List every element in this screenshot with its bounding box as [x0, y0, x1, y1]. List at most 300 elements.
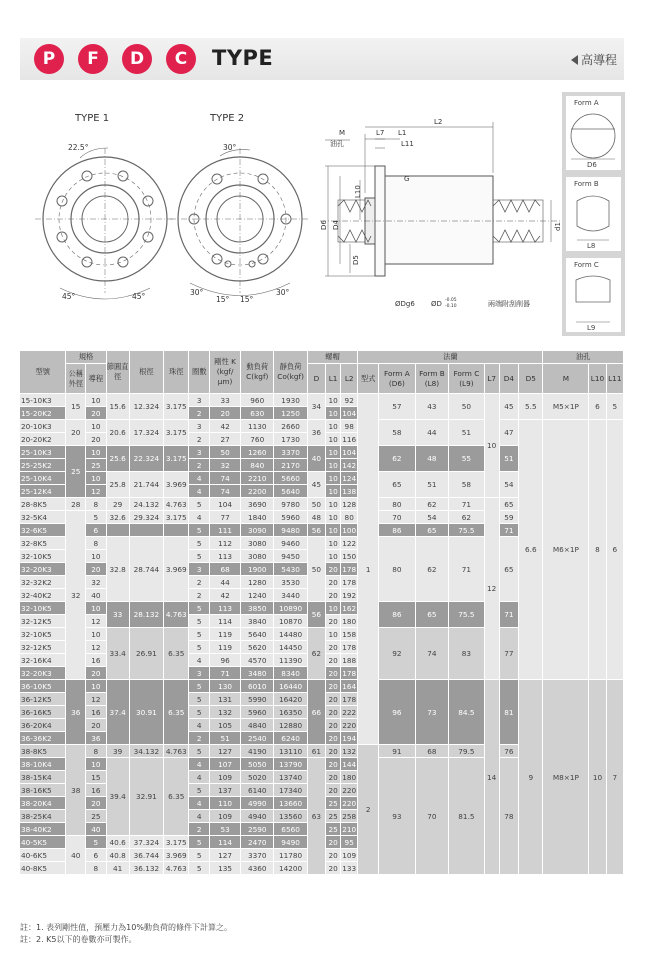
cell-turns: 5 [189, 836, 210, 849]
dim-D-tol-lower: -0.10 [445, 304, 457, 309]
th-root: 根徑 [129, 351, 163, 394]
cell-l1: 10 [326, 459, 341, 472]
cell-c: 4940 [241, 810, 274, 823]
cell-pcd: 33.4 [106, 628, 129, 680]
cell-co: 9490 [274, 836, 307, 849]
th-nut: 螺帽 [307, 351, 358, 364]
cell-k: 104 [210, 498, 241, 511]
cell-k: 119 [210, 641, 241, 654]
letter-badge-p: P [34, 44, 64, 74]
cell-co: 6240 [274, 732, 307, 745]
cell-ball: 4.763 [164, 602, 189, 628]
cell-k: 74 [210, 472, 241, 485]
cell-c: 1900 [241, 563, 274, 576]
cell-turns: 3 [189, 667, 210, 680]
cell-model: 32-6K5 [20, 524, 66, 537]
cell-turns: 5 [189, 641, 210, 654]
cell-k: 32 [210, 459, 241, 472]
cell-turns: 4 [189, 654, 210, 667]
angle-45-label-a: 45° [62, 292, 76, 301]
cell-root: 29.324 [129, 511, 163, 524]
form-b-dim: L8 [587, 242, 596, 250]
cell-ftype: 2 [358, 745, 379, 875]
cell-turns: 5 [189, 680, 210, 693]
th-static: 靜負荷 Co(kgf) [274, 351, 307, 394]
th-model: 型號 [20, 351, 66, 394]
cell-fb: 43 [415, 394, 448, 420]
cell-co: 5660 [274, 472, 307, 485]
cell-lead: 10 [86, 628, 107, 641]
cell-turns: 5 [189, 862, 210, 875]
cell-turns: 4 [189, 771, 210, 784]
cell-model: 36-20K4 [20, 719, 66, 732]
cell-lead: 5 [86, 511, 107, 524]
cell-root: 17.324 [129, 420, 163, 446]
cell-l2: 178 [342, 642, 357, 652]
cell-k: 53 [210, 823, 241, 836]
cell-root: 22.324 [129, 446, 163, 472]
cell-l1: 25 [326, 797, 341, 810]
cell-fa: 58 [379, 420, 416, 446]
cell-k: 105 [210, 719, 241, 732]
cell-model: 40-6K5 [20, 849, 66, 862]
cell-D4: 51 [499, 446, 519, 472]
cell-k: 110 [210, 797, 241, 810]
dim-oil-hole: 油孔 [330, 140, 344, 148]
cell-co: 2170 [274, 459, 307, 472]
cell-k: 137 [210, 784, 241, 797]
cell-c: 4840 [241, 719, 274, 732]
cell-lead: 10 [86, 758, 107, 771]
cell-ball: 4.763 [164, 745, 189, 758]
cell-M: M8×1P [543, 680, 589, 875]
cell-fc: 55 [449, 446, 485, 472]
cell-l2: 194 [342, 733, 357, 743]
cell-turns: 4 [189, 485, 210, 498]
th-M: M [543, 364, 589, 394]
th-flange: 法蘭 [358, 351, 543, 364]
cell-root: 28.132 [129, 602, 163, 628]
cell-l1: 20 [326, 784, 341, 797]
th-oil: 油孔 [543, 351, 624, 364]
cell-k: 112 [210, 537, 241, 550]
cell-co: 3370 [274, 446, 307, 459]
cell-fc: 51 [449, 420, 485, 446]
cell-l2: 138 [342, 486, 357, 496]
cell-D5: 9 [519, 680, 543, 875]
form-a-dim: D6 [587, 161, 597, 169]
cell-root: 26.91 [129, 628, 163, 680]
cell-turns: 5 [189, 537, 210, 550]
cell-ftype: 1 [358, 394, 379, 745]
cell-pcd: 39 [106, 745, 129, 758]
cell-model: 38-15K4 [20, 771, 66, 784]
cell-c: 1260 [241, 446, 274, 459]
cell-fa: 70 [379, 511, 416, 524]
angle-30-label-b: 30° [190, 288, 204, 297]
cell-ball: 6.35 [164, 628, 189, 680]
cell-turns: 5 [189, 693, 210, 706]
cell-l1: 25 [326, 810, 341, 823]
cell-root: 34.132 [129, 745, 163, 758]
cell-model: 38-8K5 [20, 745, 66, 758]
cell-D: 34 [307, 394, 325, 420]
cell-l1: 10 [326, 537, 341, 550]
cell-lead: 25 [86, 459, 107, 472]
cell-model: 32-40K2 [20, 589, 66, 602]
cell-pcd: 32.8 [106, 537, 129, 602]
cell-D: 45 [307, 472, 325, 498]
cell-pcd: 25.8 [106, 472, 129, 498]
cell-model: 38-25K4 [20, 810, 66, 823]
cell-k: 51 [210, 732, 241, 745]
cell-l2: 178 [342, 668, 357, 678]
th-L1: L1 [326, 364, 341, 394]
cell-D4: 54 [499, 472, 519, 498]
cell-D4: 65 [499, 537, 519, 602]
cell-lead: 12 [86, 693, 107, 706]
cell-lead: 12 [86, 485, 107, 498]
cell-fa: 91 [379, 745, 416, 758]
cell-lead: 20 [86, 719, 107, 732]
cell-turns: 4 [189, 719, 210, 732]
cell-co: 3530 [274, 576, 307, 589]
cell-lead: 40 [86, 589, 107, 602]
cell-k: 109 [210, 810, 241, 823]
angle-15-label-b: 15° [240, 295, 254, 304]
cell-model: 38-20K4 [20, 797, 66, 810]
cell-k: 113 [210, 550, 241, 563]
cell-l1: 10 [326, 498, 341, 511]
spec-table [20, 351, 624, 875]
cell-ball: 3.175 [164, 420, 189, 446]
cell-l1: 20 [326, 758, 341, 771]
cell-turns: 3 [189, 563, 210, 576]
cell-c: 2200 [241, 485, 274, 498]
cell-co: 2660 [274, 420, 307, 433]
cell-co: 13660 [274, 797, 307, 810]
cell-model: 32-32K2 [20, 576, 66, 589]
cell-model: 36-10K5 [20, 680, 66, 693]
dim-L2: L2 [434, 118, 443, 126]
cell-l1: 20 [326, 849, 341, 862]
cell-lead: 10 [86, 394, 107, 407]
cell-ball: 3.969 [164, 849, 189, 862]
cell-c: 3690 [241, 498, 274, 511]
cell-root: 12.324 [129, 394, 163, 420]
cell-turns: 2 [189, 459, 210, 472]
cell-D4: 45 [499, 394, 519, 420]
cell-c: 2470 [241, 836, 274, 849]
cell-turns: 5 [189, 498, 210, 511]
cell-l2: 128 [342, 499, 357, 509]
cell-l2: 144 [342, 759, 357, 769]
dim-L11: L11 [401, 140, 414, 148]
cell-l2: 92 [341, 394, 358, 407]
cell-ball: 3.969 [164, 472, 189, 498]
cell-fa: 62 [379, 446, 416, 472]
cell-lead: 16 [86, 784, 107, 797]
cell-l2: 178 [342, 694, 357, 704]
cell-l2: 210 [342, 824, 357, 834]
cell-l2: 220 [342, 720, 357, 730]
cell-fa: 96 [379, 680, 416, 745]
cell-c: 4570 [241, 654, 274, 667]
dim-D6: D6 [320, 220, 328, 230]
letter-badge-c: C [166, 44, 196, 74]
page-title: TYPE [212, 46, 274, 70]
dim-D-tol: ØD [431, 300, 442, 308]
cell-c: 3090 [241, 524, 274, 537]
cell-root: 30.91 [129, 680, 163, 745]
cell-c: 6140 [241, 784, 274, 797]
cell-ball [164, 524, 189, 537]
cell-model: 20-20K2 [20, 433, 66, 446]
cell-co: 9450 [274, 550, 307, 563]
cell-l1: 20 [326, 667, 341, 680]
cell-l1: 10 [326, 602, 341, 615]
cell-k: 44 [210, 576, 241, 589]
cell-l1: 20 [326, 862, 341, 875]
cell-co: 5430 [274, 563, 307, 576]
cell-c: 3370 [241, 849, 274, 862]
angle-30-label-c: 30° [276, 288, 290, 297]
header-bar [20, 38, 624, 80]
cell-k: 135 [210, 862, 241, 875]
th-L7: L7 [484, 364, 499, 394]
cell-model: 32-12K5 [20, 641, 66, 654]
cell-fc: 83 [449, 628, 485, 680]
cell-pcd: 25.6 [106, 446, 129, 472]
cell-l1: 20 [326, 641, 341, 654]
cell-turns: 4 [189, 758, 210, 771]
cell-c: 6010 [241, 680, 274, 693]
cell-turns: 2 [189, 433, 210, 446]
cell-fb: 62 [415, 537, 448, 602]
dim-D5: D5 [352, 255, 360, 265]
cell-k: 68 [210, 563, 241, 576]
cell-ball: 4.763 [164, 862, 189, 875]
cell-root: 24.132 [129, 498, 163, 511]
cell-pcd: 37.4 [106, 680, 129, 745]
cell-turns: 5 [189, 784, 210, 797]
cell-fc: 50 [449, 394, 485, 420]
cell-c: 3480 [241, 667, 274, 680]
cell-fc: 75.5 [449, 524, 485, 537]
cell-model: 38-10K4 [20, 758, 66, 771]
cell-l2: 188 [342, 655, 357, 665]
th-pcd: 節圓直徑 [106, 351, 129, 394]
cell-L11: 5 [606, 394, 623, 420]
cell-root: 28.744 [129, 537, 163, 602]
cell-model: 36-36K2 [20, 732, 66, 745]
th-outer: 公稱外徑 [66, 364, 86, 394]
letter-badge-f: F [78, 44, 108, 74]
cell-co: 5640 [274, 485, 307, 498]
cell-od: 20 [66, 420, 86, 446]
cell-ball: 3.969 [164, 537, 189, 602]
cell-root: 36.132 [129, 862, 163, 875]
cell-k: 113 [210, 602, 241, 615]
cell-k: 27 [210, 433, 241, 446]
cell-turns: 3 [189, 394, 210, 407]
cell-co: 14200 [274, 862, 307, 875]
cell-c: 4360 [241, 862, 274, 875]
cell-k: 96 [210, 654, 241, 667]
cell-lead: 36 [86, 732, 107, 745]
cell-l2: 258 [342, 811, 357, 821]
cell-pcd: 41 [106, 862, 129, 875]
cell-l2: 220 [342, 785, 357, 795]
cell-fb: 70 [415, 758, 448, 875]
cell-lead: 10 [86, 550, 107, 563]
cell-co: 16350 [274, 706, 307, 719]
cell-model: 25-25K2 [20, 459, 66, 472]
angle-22-5-label: 22.5° [68, 143, 89, 152]
cell-L10: 6 [589, 394, 606, 420]
cell-c: 4190 [241, 745, 274, 758]
cell-l1: 20 [326, 836, 341, 849]
type2-label: TYPE 2 [210, 113, 245, 124]
cell-turns: 4 [189, 810, 210, 823]
cell-D: 50 [307, 537, 325, 602]
type2-flange [170, 148, 310, 296]
cell-c: 3080 [241, 537, 274, 550]
cell-co: 12880 [274, 719, 307, 732]
th-D4: D4 [499, 364, 519, 394]
cell-fa: 65 [379, 472, 416, 498]
cell-L10: 10 [589, 680, 606, 875]
cell-D4: 71 [499, 524, 519, 537]
cell-D5: 5.5 [519, 394, 543, 420]
cell-ball: 3.175 [164, 836, 189, 849]
cell-D: 61 [307, 745, 325, 758]
cell-fb: 51 [415, 472, 448, 498]
cell-k: 127 [210, 849, 241, 862]
cell-od: 25 [66, 446, 86, 498]
dim-D4: D4 [332, 220, 340, 230]
cell-turns: 4 [189, 797, 210, 810]
cell-lead: 8 [86, 745, 107, 758]
cell-l2: 180 [342, 616, 357, 626]
cell-k: 71 [210, 667, 241, 680]
cell-fa: 92 [379, 628, 416, 680]
cell-k: 50 [210, 446, 241, 459]
cell-k: 33 [210, 394, 241, 407]
spec-table-body [20, 394, 624, 875]
cell-model: 40-5K5 [20, 836, 66, 849]
cell-lead: 8 [86, 537, 107, 550]
cell-lead: 10 [86, 420, 107, 433]
cell-fa: 80 [379, 537, 416, 602]
cell-pcd: 33 [106, 602, 129, 628]
dim-d1: d1 [554, 222, 562, 231]
form-c-dim: L9 [587, 324, 596, 332]
cell-co: 9780 [274, 498, 307, 511]
cell-fa: 86 [379, 602, 416, 628]
cell-lead: 40 [86, 823, 107, 836]
cell-l2: 109 [342, 850, 357, 860]
th-D5: D5 [519, 364, 543, 394]
cell-l2: 222 [342, 707, 357, 717]
cell-c: 840 [241, 459, 274, 472]
cell-c: 3850 [241, 602, 274, 615]
th-turns: 圈數 [189, 351, 210, 394]
cell-co: 9460 [274, 537, 307, 550]
cell-D4: 47 [499, 420, 519, 446]
cell-fc: 81.5 [449, 758, 485, 875]
cell-l2: 124 [342, 473, 357, 483]
cell-l2: 122 [342, 538, 357, 548]
th-D: D [307, 364, 325, 394]
cell-lead: 12 [86, 641, 107, 654]
cell-lead: 16 [86, 706, 107, 719]
th-ftype: 型式 [358, 364, 379, 394]
cell-c: 4990 [241, 797, 274, 810]
cell-fb: 44 [415, 420, 448, 446]
cell-l2: 150 [342, 551, 357, 561]
notes [20, 922, 232, 946]
cell-turns: 2 [189, 732, 210, 745]
cell-pcd [106, 524, 129, 537]
cell-D5: 6.6 [519, 420, 543, 680]
wiper-note: 兩端附刮削器 [488, 300, 530, 308]
technical-drawing [20, 88, 625, 338]
cell-lead: 25 [86, 810, 107, 823]
cell-L10: 8 [589, 420, 606, 680]
cell-fc: 71 [449, 537, 485, 602]
cell-turns: 2 [189, 589, 210, 602]
cell-k: 114 [210, 615, 241, 628]
letter-badge-d: D [122, 44, 152, 74]
cell-L7: 10 [484, 394, 499, 498]
cell-l2: 178 [342, 577, 357, 587]
cell-l1: 10 [326, 433, 341, 446]
cell-fb: 65 [415, 602, 448, 628]
cell-l1: 20 [326, 693, 341, 706]
cell-co: 8340 [274, 667, 307, 680]
cell-model: 15-20K2 [20, 407, 66, 420]
cell-lead: 20 [86, 433, 107, 446]
cell-ball: 6.35 [164, 680, 189, 745]
cell-fb: 48 [415, 446, 448, 472]
cell-turns: 2 [189, 407, 210, 420]
cell-od: 40 [66, 836, 86, 875]
cell-k: 77 [210, 511, 241, 524]
cell-lead: 16 [86, 654, 107, 667]
form-b-title: Form B [574, 180, 599, 188]
cell-l2: 158 [342, 629, 357, 639]
cell-lead: 8 [86, 498, 107, 511]
th-L11: L11 [606, 364, 623, 394]
cell-c: 5620 [241, 641, 274, 654]
cell-l1: 10 [326, 394, 341, 407]
cell-od: 28 [66, 498, 86, 511]
table-row [20, 394, 624, 407]
th-spec: 規格 [66, 351, 106, 364]
cell-co: 13790 [274, 758, 307, 771]
cell-model: 40-8K5 [20, 862, 66, 875]
cell-l1: 20 [326, 706, 341, 719]
cell-l2: 180 [342, 772, 357, 782]
th-formB: Form B (L8) [415, 364, 448, 394]
cell-k: 107 [210, 758, 241, 771]
cell-co: 3440 [274, 589, 307, 602]
back-link[interactable] [571, 51, 617, 68]
cell-ball: 3.175 [164, 394, 189, 420]
cell-ball: 3.175 [164, 511, 189, 524]
cell-l1: 10 [326, 407, 341, 420]
